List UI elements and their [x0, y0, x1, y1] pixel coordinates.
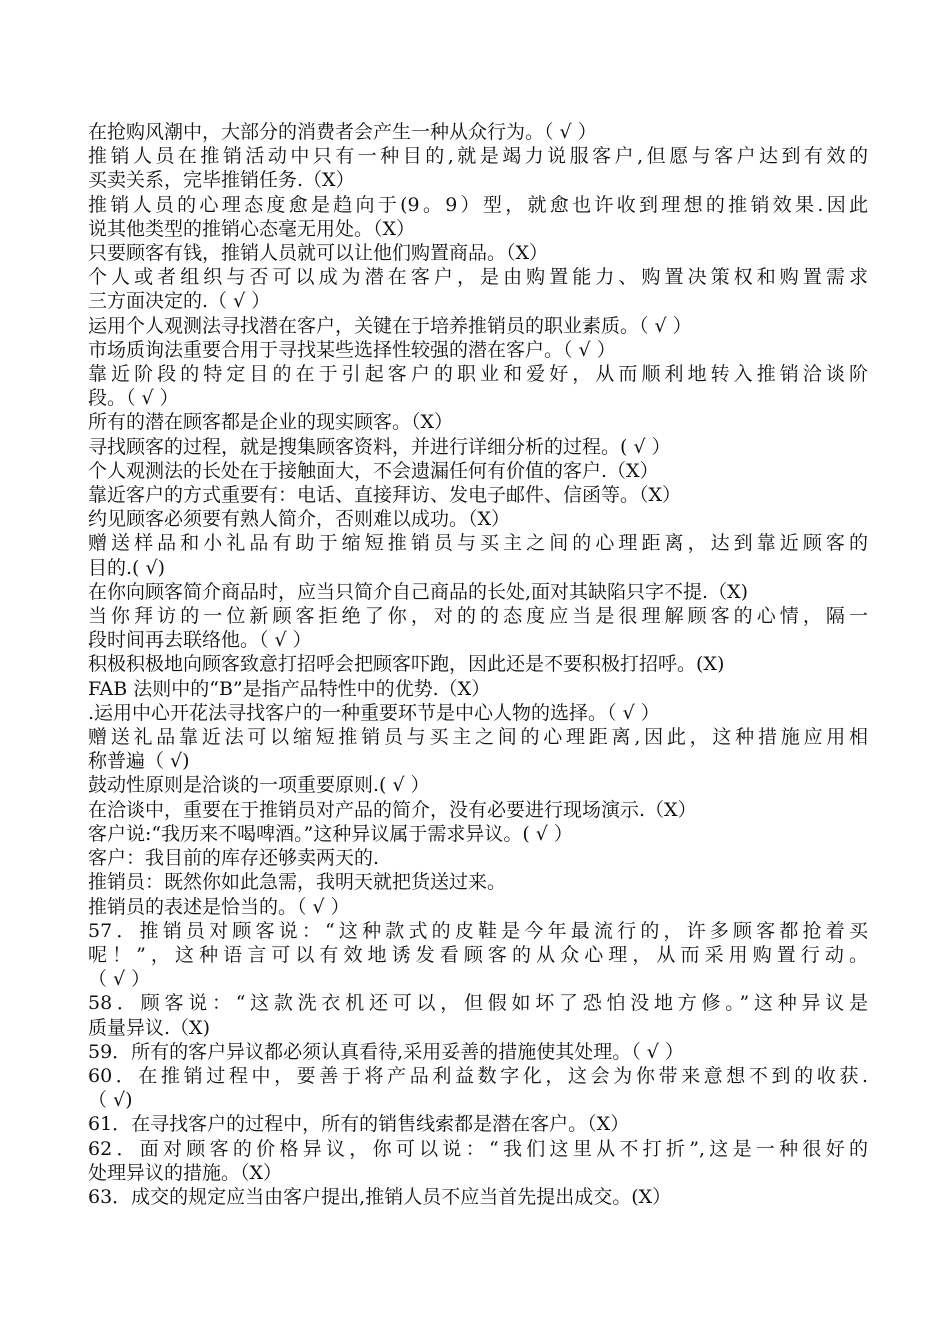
- text-line: 在抢购风潮中，大部分的消费者会产生一种从众行为。（ √ ）: [88, 121, 597, 143]
- text-line: 客户：我目前的库存还够卖两天的.: [88, 847, 380, 870]
- text-line: （ √ ）: [88, 968, 151, 991]
- text-line: 个人观测法的长处在于接触面大，不会遗漏任何有价值的客户.（X）: [88, 459, 659, 482]
- text-line: 约见顾客必须要有熟人简介，否则难以成功。（X）: [88, 508, 511, 531]
- text-line: FAB 法则中的“B”是指产品特性中的优势.（X）: [88, 677, 491, 700]
- text-line: 呢！”，这种语言可以有效地诱发看顾客的从众心理，从而采用购置行动。: [88, 943, 868, 966]
- text-line: 63．成交的规定应当由客户提出,推销人员不应当首先提出成交。(X）: [88, 1185, 672, 1208]
- text-line: 在你向顾客简介商品时，应当只简介自己商品的长处,面对其缺陷只字不提.（X): [88, 580, 749, 603]
- document-body: [88, 120, 868, 1209]
- text-line: 推销员：既然你如此急需，我明天就把货送过来。: [88, 871, 507, 894]
- text-line: 寻找顾客的过程，就是搜集顾客资料，并进行详细分析的过程。( √ ）: [88, 435, 671, 458]
- text-line: 客户说:“我历来不喝啤酒。”这种异议属于需求异议。( √ ）: [88, 822, 573, 845]
- text-line: 个人或者组织与否可以成为潜在客户，是由购置能力、购置决策权和购置需求: [88, 266, 868, 289]
- text-line: 赠送样品和小礼品有助于缩短推销员与买主之间的心理距离，达到靠近顾客的: [88, 532, 868, 555]
- text-line: 段时间再去联络他。（ √ ）: [88, 629, 312, 652]
- text-line: 靠近阶段的特定目的在于引起客户的职业和爱好，从而顺利地转入推销洽谈阶: [88, 363, 868, 386]
- text-line: 段。（ √ ）: [88, 387, 179, 410]
- text-line: 在洽谈中，重要在于推销员对产品的简介，没有必要进行现场演示.（X）: [88, 798, 697, 821]
- text-line: 推销员的表述是恰当的。（ √ ）: [88, 895, 350, 918]
- text-line: 质量异议.（X): [88, 1016, 210, 1039]
- text-line: 称普遍（ √): [88, 750, 190, 773]
- text-line: 60．在推销过程中，要善于将产品利益数字化，这会为你带来意想不到的收获.: [88, 1064, 868, 1087]
- text-line: 所有的潜在顾客都是企业的现实顾客。（X）: [88, 411, 454, 434]
- text-line: 58．顾客说：“这款洗衣机还可以，但假如坏了恐怕没地方修。”这种异议是: [88, 992, 868, 1015]
- text-line: .运用中心开花法寻找客户的一种重要环节是中心人物的选择。（ √ ）: [88, 701, 660, 724]
- text-line: 62．面对顾客的价格异议，你可以说：“我们这里从不打折”,这是一种很好的: [88, 1137, 868, 1160]
- text-line: 目的.( √): [88, 556, 166, 579]
- text-line: 57．推销员对顾客说：“这种款式的皮鞋是今年最流行的，许多顾客都抢着买: [88, 919, 868, 942]
- text-line: 推销人员的心理态度愈是趋向于(9。9）型，就愈也许收到理想的推销效果.因此: [88, 193, 868, 216]
- text-line: （ √): [88, 1089, 133, 1112]
- text-line: 市场质询法重要合用于寻找某些选择性较强的潜在客户。（ √ ）: [88, 338, 616, 361]
- text-line: 赠送礼品靠近法可以缩短推销员与买主之间的心理距离,因此，这种措施应用相: [88, 726, 868, 749]
- text-line: 鼓动性原则是洽谈的一项重要原则.( √ ）: [88, 774, 430, 797]
- text-line: 靠近客户的方式重要有：电话、直接拜访、发电子邮件、信函等。（X）: [88, 484, 682, 507]
- text-line: 59．所有的客户异议都必须认真看待,采用妥善的措施使其处理。（ √ ）: [88, 1040, 684, 1063]
- text-line: 61．在寻找客户的过程中，所有的销售线索都是潜在客户。（X）: [88, 1113, 630, 1136]
- text-line: 积极积极地向顾客致意打招呼会把顾客吓跑，因此还是不要积极打招呼。(X): [88, 653, 725, 676]
- text-line: 处理异议的措施。（X）: [88, 1161, 283, 1184]
- text-line: 运用个人观测法寻找潜在客户，关键在于培养推销员的职业素质。（ √ ）: [88, 314, 692, 337]
- text-line: 说其他类型的推销心态毫无用处。（X）: [88, 217, 416, 240]
- text-line: 只要顾客有钱，推销人员就可以让他们购置商品。（X）: [88, 242, 549, 265]
- text-line: 推销人员在推销活动中只有一种目的,就是竭力说服客户,但愿与客户达到有效的: [88, 145, 868, 168]
- text-line: 当你拜访的一位新顾客拒绝了你，对的的态度应当是很理解顾客的心情，隔一: [88, 605, 868, 628]
- text-line: 买卖关系，完毕推销任务.（X）: [88, 169, 355, 192]
- text-line: 三方面决定的.（ √ ）: [88, 290, 271, 313]
